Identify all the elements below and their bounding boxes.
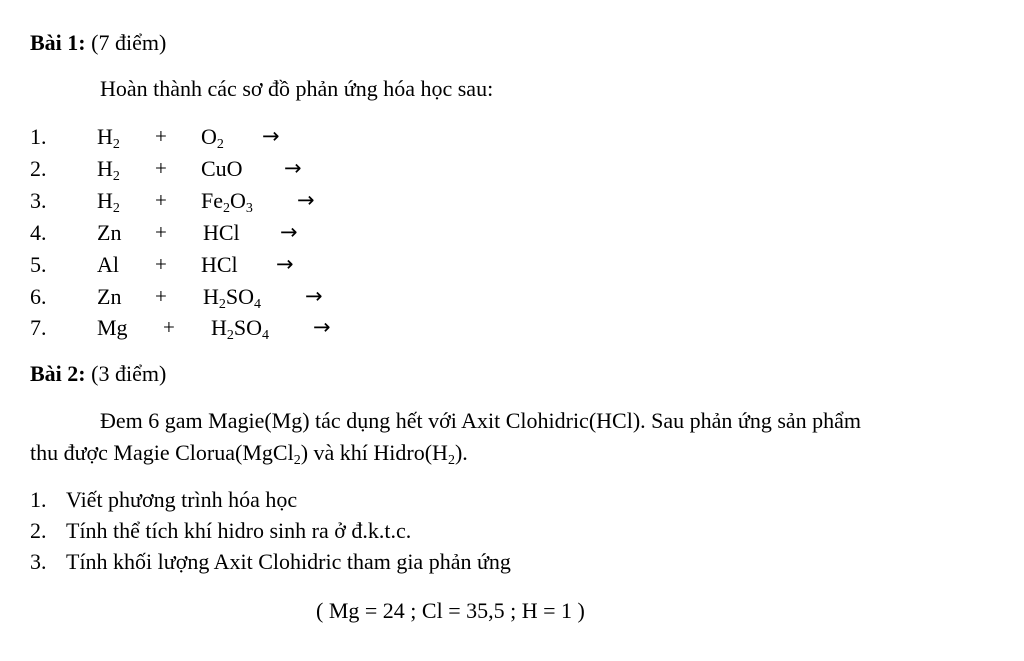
reactant-a: $H_2$ (97, 124, 120, 152)
reactant-a: Zn (97, 284, 122, 309)
equation-number: 5. (30, 252, 47, 277)
equation-number: 2. (30, 156, 47, 181)
equation-number: 7. (30, 315, 47, 340)
arrow-right-icon: → (276, 252, 294, 276)
reactant-b: $H_2SO_4$ (211, 315, 270, 343)
task-text: Tính khối lượng Axit Clohidric tham gia phản ứng (66, 549, 511, 574)
arrow-right-icon: → (284, 156, 302, 180)
task-item-2 (30, 518, 412, 543)
bai2-points: (3 điểm) (85, 361, 167, 386)
task-item-1 (30, 487, 298, 512)
plus-sign: + (155, 220, 167, 244)
reactant-b: $Fe_2O_3$ (201, 188, 253, 216)
bai2-paragraph-line1: Đem 6 gam Magie(Mg) tác dụng hết với Axit Clohidric(HCl). Sau phản ứng sản phẩm (100, 408, 862, 433)
reactant-b: $H_2SO_4$ (203, 284, 262, 312)
plus-sign: + (155, 188, 167, 212)
arrow-right-icon: → (297, 188, 315, 212)
equation-number: 6. (30, 284, 47, 309)
bai1-intro: Hoàn thành các sơ đồ phản ứng hóa học sau: (100, 76, 494, 101)
equation-number: 3. (30, 188, 47, 213)
task-item-3 (30, 549, 511, 574)
reactant-a: Zn (97, 220, 122, 245)
bai1-label: Bài 1: (30, 30, 86, 55)
bai2-paragraph-line2: thu được Magie Clorua(MgCl$_2$) và khí $Hidro(H_2)$. (30, 440, 468, 468)
reactant-a: $H_2$ (97, 188, 120, 216)
plus-sign: + (155, 284, 167, 308)
reactant-b: HCl (201, 252, 238, 277)
atomic-masses: ( Mg = 24 ; Cl = 35,5 ; H = 1 ) (316, 598, 585, 623)
reactant-b: HCl (203, 220, 240, 245)
reactant-a: Al (97, 252, 119, 277)
arrow-right-icon: → (280, 220, 298, 244)
plus-sign: + (155, 156, 167, 180)
bai1-points: (7 điểm) (85, 30, 167, 55)
reactant-a: Mg (97, 315, 128, 340)
plus-sign: + (155, 124, 167, 148)
equation-number: 4. (30, 220, 47, 245)
arrow-right-icon: → (313, 315, 331, 339)
task-text: Tính thể tích khí hidro sinh ra ở đ.k.t.c. (66, 518, 412, 543)
reactant-b: $O_2$ (201, 124, 224, 152)
task-text: Viết phương trình hóa học (66, 487, 298, 512)
equation-number: 1. (30, 124, 47, 149)
arrow-right-icon: → (305, 284, 323, 308)
reactant-a: $H_2$ (97, 156, 120, 184)
arrow-right-icon: → (262, 124, 280, 148)
bai1-heading (30, 32, 166, 54)
bai2-label: Bài 2: (30, 361, 86, 386)
task-number: 1. (30, 487, 47, 512)
bai2-heading (30, 363, 166, 385)
plus-sign: + (163, 315, 175, 339)
task-number: 3. (30, 549, 47, 574)
task-number: 2. (30, 518, 47, 543)
plus-sign: + (155, 252, 167, 276)
reactant-b: CuO (201, 156, 243, 181)
